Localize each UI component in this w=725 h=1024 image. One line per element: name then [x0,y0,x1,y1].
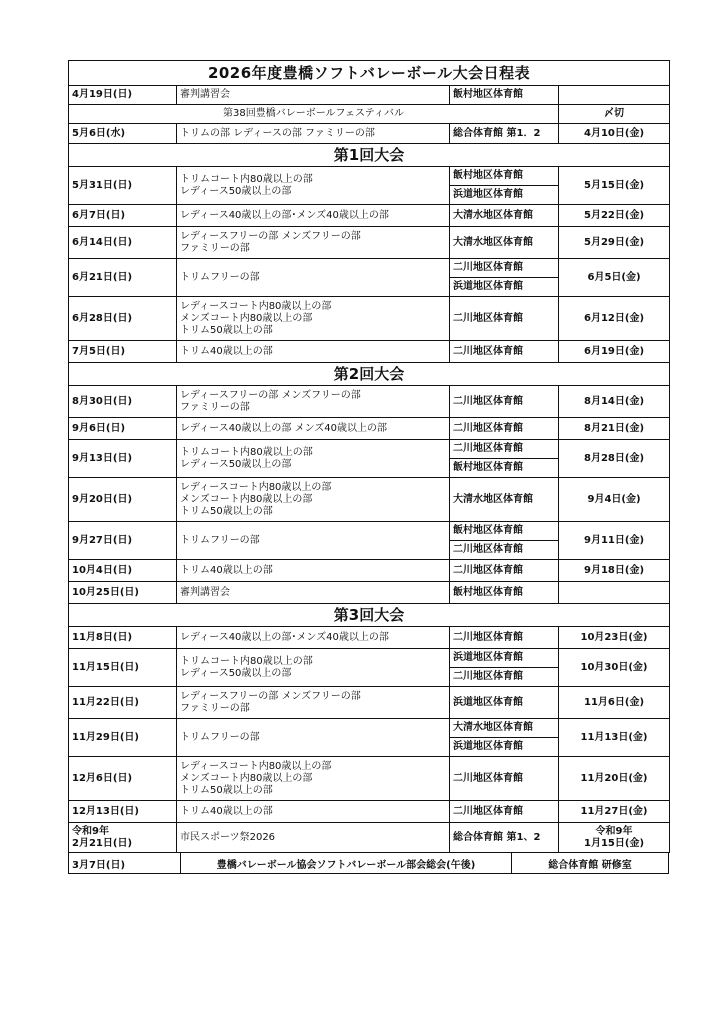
event-date: 6月7日(日) [69,205,177,227]
event-name: トリムフリーの部 [177,522,450,560]
venue-name: 大清水地区体育館 [450,227,559,259]
deadline-date: 5月29日(金) [559,227,670,259]
deadline-date: 4月10日(金) [559,124,670,144]
event-name: トリムの部 レディースの部 ファミリーの部 [177,124,450,144]
event-name: トリムコート内80歳以上の部 レディース50歳以上の部 [177,440,450,478]
venue-name: 大清水地区体育館 [450,478,559,522]
deadline-date: 5月22日(金) [559,205,670,227]
event-name: トリム40歳以上の部 [177,341,450,363]
venue-name: 二川地区体育館 [450,440,559,459]
schedule-row [69,418,670,440]
event-date: 8月30日(日) [69,386,177,418]
venue-name: 大清水地区体育館 [450,719,559,738]
meeting-date: 3月7日(日) [69,853,181,873]
festival-row [69,105,670,124]
venue-name: 二川地区体育館 [450,259,559,278]
general-meeting-row [68,853,669,874]
event-date: 5月6日(水) [69,124,177,144]
event-name: レディースコート内80歳以上の部 メンズコート内80歳以上の部 トリム50歳以上の部 [177,757,450,801]
schedule-row [69,627,670,649]
event-date: 9月6日(日) [69,418,177,440]
deadline-date: 9月4日(金) [559,478,670,522]
schedule-row [69,823,670,853]
deadline-date: 11月13日(金) [559,719,670,757]
venue-name: 浜道地区体育館 [450,687,559,719]
deadline-date: 6月5日(金) [559,259,670,297]
event-date: 11月22日(日) [69,687,177,719]
event-date: 6月28日(日) [69,297,177,341]
event-name: レディースコート内80歳以上の部 メンズコート内80歳以上の部 トリム50歳以上の部 [177,478,450,522]
title-row [69,61,670,86]
deadline-date: 令和9年 1月15日(金) [559,823,670,853]
festival-detail-row [69,124,670,144]
event-name: トリムコート内80歳以上の部 レディース50歳以上の部 [177,167,450,205]
schedule-row [69,259,670,278]
deadline-date: 6月19日(金) [559,341,670,363]
deadline-date: 9月11日(金) [559,522,670,560]
deadline-date [559,582,670,604]
deadline-date: 11月27日(金) [559,801,670,823]
event-name: 市民スポーツ祭2026 [177,823,450,853]
schedule-row [69,386,670,418]
meeting-name: 豊橋バレーボール協会ソフトバレーボール部会総会(午後) [181,853,512,873]
venue-name: 二川地区体育館 [450,668,559,687]
schedule-sheet [68,60,669,874]
deadline-date [559,86,670,105]
deadline-date: 8月14日(金) [559,386,670,418]
event-date: 12月13日(日) [69,801,177,823]
event-date: 11月15日(日) [69,649,177,687]
event-name: トリムコート内80歳以上の部 レディース50歳以上の部 [177,649,450,687]
event-date: 11月29日(日) [69,719,177,757]
schedule-row [69,719,670,738]
festival-name: 第38回豊橋バレーボールフェスティバル [69,105,559,124]
event-date: 10月4日(日) [69,560,177,582]
event-date: 7月5日(日) [69,341,177,363]
section-1 [69,144,670,167]
schedule-row [69,478,670,522]
venue-name: 飯村地区体育館 [450,459,559,478]
schedule-row [69,440,670,459]
event-name: レディースフリーの部 メンズフリーの部 ファミリーの部 [177,386,450,418]
schedule-table [68,60,670,853]
schedule-row [69,757,670,801]
meeting-venue: 総合体育館 研修室 [548,859,632,871]
venue-name: 二川地区体育館 [450,297,559,341]
section-heading: 第1回大会 [69,144,670,167]
schedule-row [69,801,670,823]
event-name: トリムフリーの部 [177,719,450,757]
venue-name: 浜道地区体育館 [450,738,559,757]
event-name: レディースコート内80歳以上の部 メンズコート内80歳以上の部 トリム50歳以上の部 [177,297,450,341]
event-name: 審判講習会 [177,582,450,604]
deadline-date: 9月18日(金) [559,560,670,582]
schedule-row [69,167,670,186]
event-name: トリム40歳以上の部 [177,801,450,823]
venue-name: 飯村地区体育館 [450,522,559,541]
event-name: トリムフリーの部 [177,259,450,297]
venue-name: 飯村地区体育館 [450,582,559,604]
deadline-date: 10月23日(金) [559,627,670,649]
deadline-date: 5月15日(金) [559,167,670,205]
event-date: 6月21日(日) [69,259,177,297]
venue-name: 浜道地区体育館 [450,649,559,668]
schedule-row [69,297,670,341]
venue-name: 二川地区体育館 [450,386,559,418]
event-date: 10月25日(日) [69,582,177,604]
pre-row [69,86,670,105]
event-name: レディースフリーの部 メンズフリーの部 ファミリーの部 [177,687,450,719]
event-name: レディースフリーの部 メンズフリーの部 ファミリーの部 [177,227,450,259]
venue-name: 浜道地区体育館 [450,186,559,205]
venue-name: 二川地区体育館 [450,627,559,649]
schedule-row [69,649,670,668]
venue-name: 二川地区体育館 [450,541,559,560]
event-date: 9月20日(日) [69,478,177,522]
schedule-row [69,227,670,259]
section-2 [69,363,670,386]
event-date: 5月31日(日) [69,167,177,205]
event-name: レディース40歳以上の部･メンズ40歳以上の部 [177,627,450,649]
venue-name: 二川地区体育館 [450,341,559,363]
venue-name: 二川地区体育館 [450,757,559,801]
venue-name: 浜道地区体育館 [450,278,559,297]
deadline-date: 11月20日(金) [559,757,670,801]
event-date: 令和9年 2月21日(日) [69,823,177,853]
venue-name: 二川地区体育館 [450,418,559,440]
venue-name: 二川地区体育館 [450,560,559,582]
venue-name: 飯村地区体育館 [450,86,559,105]
schedule-row [69,205,670,227]
event-date: 6月14日(日) [69,227,177,259]
section-3 [69,604,670,627]
section-heading: 第2回大会 [69,363,670,386]
venue-name: 総合体育館 第1、2 [450,823,559,853]
deadline-date: 10月30日(金) [559,649,670,687]
schedule-row [69,560,670,582]
venue-name: 二川地区体育館 [450,801,559,823]
section-heading: 第3回大会 [69,604,670,627]
schedule-row [69,341,670,363]
event-name: 審判講習会 [177,86,450,105]
venue-name: 飯村地区体育館 [450,167,559,186]
venue-name: 総合体育館 第1．2 [450,124,559,144]
schedule-row [69,687,670,719]
event-date: 11月8日(日) [69,627,177,649]
event-date: 9月27日(日) [69,522,177,560]
deadline-date: 11月6日(金) [559,687,670,719]
deadline-label: 〆切 [559,105,670,124]
event-name: レディース40歳以上の部･メンズ40歳以上の部 [177,205,450,227]
event-name: トリム40歳以上の部 [177,560,450,582]
event-date: 9月13日(日) [69,440,177,478]
schedule-row [69,582,670,604]
event-date: 12月6日(日) [69,757,177,801]
schedule-row [69,522,670,541]
deadline-date: 8月28日(金) [559,440,670,478]
page-title: 2026年度豊橋ソフトバレーボール大会日程表 [69,61,670,86]
venue-name: 大清水地区体育館 [450,205,559,227]
deadline-date: 8月21日(金) [559,418,670,440]
deadline-date: 6月12日(金) [559,297,670,341]
event-date: 4月19日(日) [69,86,177,105]
event-name: レディース40歳以上の部 メンズ40歳以上の部 [177,418,450,440]
